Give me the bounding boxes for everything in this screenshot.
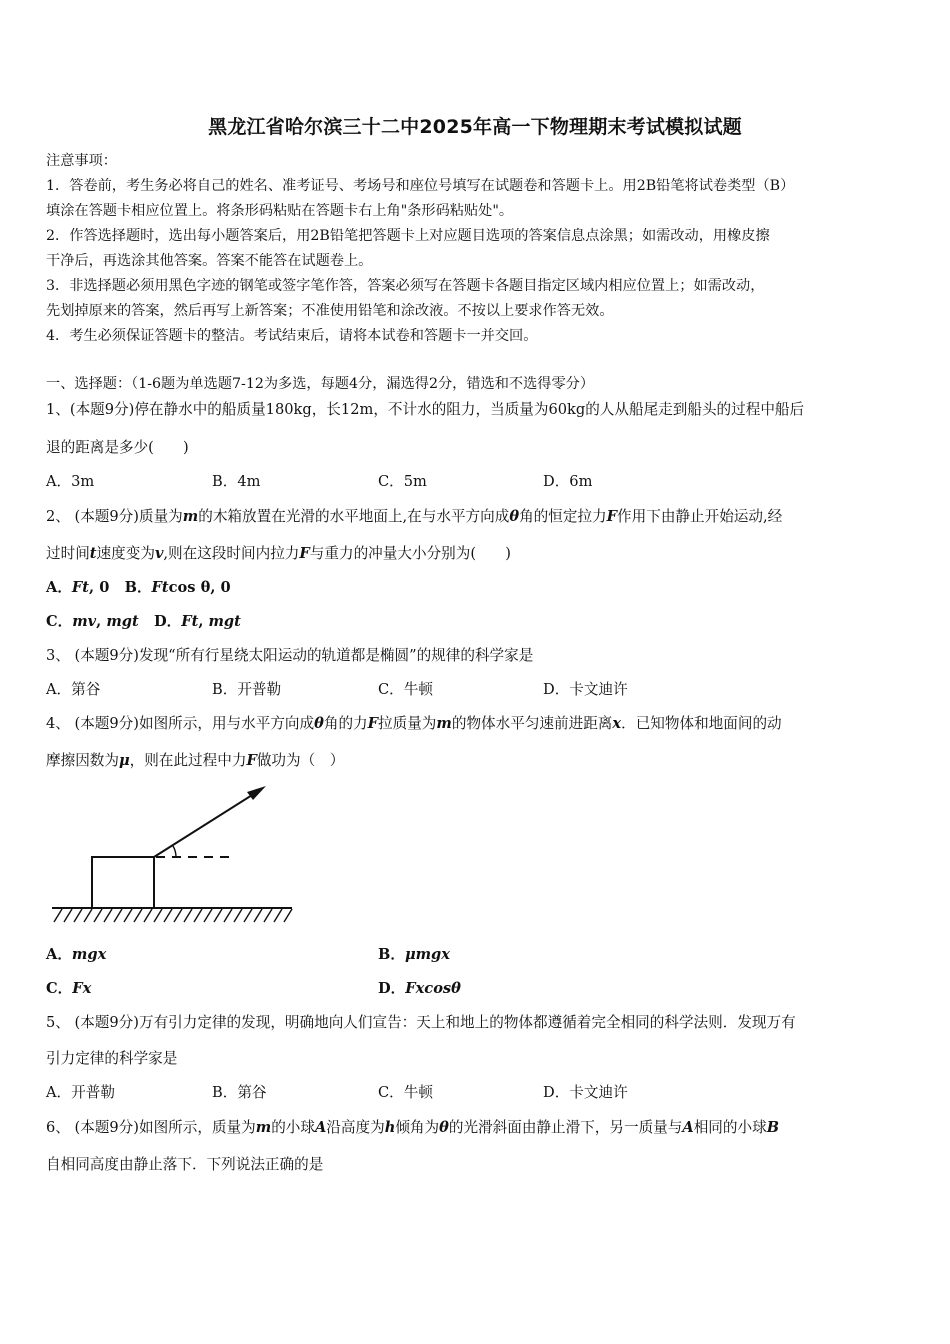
text-run: ．已知物体和地面间的动 <box>621 715 782 732</box>
q3-option-b: B．开普勒 <box>212 681 282 698</box>
q5-option-b: B．第谷 <box>212 1084 267 1101</box>
text-run: 2、 (本题9分)质量为 <box>46 508 183 525</box>
q3-option-a: A．第谷 <box>46 681 101 698</box>
separator: , <box>96 613 107 630</box>
text-run: 沿高度为 <box>326 1119 385 1136</box>
q6-stem-line-1 <box>46 1119 779 1137</box>
var-v: v <box>154 545 164 562</box>
var-A: A <box>682 1119 694 1136</box>
force-arrow-head <box>247 786 266 800</box>
q2-options-cd <box>46 613 241 631</box>
section-heading: 一、选择题：（1-6题为单选题7-12为多选，每题4分，漏选得2分，错选和不选得零分） <box>46 376 595 392</box>
var-theta: θ <box>314 715 324 732</box>
q2-stem-line-1 <box>46 508 782 526</box>
q3-stem-line-1: 3、 (本题9分)发现“所有行星绕太阳运动的轨道都是椭圆”的规律的科学家是 <box>46 647 534 664</box>
option-value: Fx <box>72 980 92 997</box>
notice-line-4: 干净后，再选涂其他答案。答案不能答在试题卷上。 <box>46 253 373 269</box>
var-h: h <box>384 1119 396 1136</box>
option-value: , 0 <box>210 579 231 596</box>
text-run: 与重力的冲量大小分别为( ) <box>309 545 511 562</box>
q5-option-a: A．开普勒 <box>46 1084 115 1101</box>
q4-option-c <box>46 980 91 998</box>
text-run: 4、 (本题9分)如图所示，用与水平方向成 <box>46 715 315 732</box>
q6-stem-line-2: 自相同高度由静止落下．下列说法正确的是 <box>46 1156 324 1173</box>
notice-line-6: 先划掉原来的答案，然后再写上新答案；不准使用铅笔和涂改液。不按以上要求作答无效。 <box>46 303 614 319</box>
option-value: , 0 <box>89 579 110 596</box>
option-label: B． <box>378 946 405 963</box>
text-run: 摩擦因数为 <box>46 752 119 769</box>
q1-option-a: A．3m <box>46 473 95 490</box>
option-label: C． <box>46 613 73 630</box>
var-theta: θ <box>439 1119 449 1136</box>
q1-stem-line-2: 退的距离是多少( ) <box>46 439 189 456</box>
text-run: 拉质量为 <box>378 715 437 732</box>
q4-stem-line-2 <box>46 752 344 770</box>
option-value: Fxcosθ <box>405 980 461 997</box>
var-F: F <box>299 545 310 562</box>
var-t: t <box>89 545 97 562</box>
option-value: cos θ <box>168 579 211 596</box>
angle-arc <box>173 846 176 857</box>
option-label: D． <box>153 613 182 630</box>
q5-stem-line-2: 引力定律的科学家是 <box>46 1050 178 1067</box>
var-m: m <box>182 508 199 525</box>
q4-stem-line-1 <box>46 715 782 733</box>
text-run: 作用下由静止开始运动,经 <box>617 508 783 525</box>
text-run: ，则在此过程中力 <box>129 752 247 769</box>
option-value: Ft <box>151 579 169 596</box>
option-label: B． <box>124 579 152 596</box>
q2-stem-line-2 <box>46 545 511 563</box>
option-value: mgt <box>208 613 241 630</box>
text-run: ,则在这段时间内拉力 <box>163 545 300 562</box>
separator: , <box>198 613 209 630</box>
option-label: D． <box>378 980 406 997</box>
text-run: 过时间 <box>46 545 90 562</box>
q3-option-d: D．卡文迪许 <box>543 681 628 698</box>
q1-option-c: C．5m <box>378 473 427 490</box>
q4-option-a <box>46 946 106 964</box>
option-value: mgx <box>71 946 107 963</box>
text-run: 做功为（ ） <box>256 752 345 769</box>
notice-line-7: 4．考生必须保证答题卡的整洁。考试结束后，请将本试卷和答题卡一并交回。 <box>46 328 538 344</box>
option-value: μmgx <box>404 946 450 963</box>
notice-line-2: 填涂在答题卡相应位置上。将条形码粘贴在答题卡右上角"条形码粘贴处"。 <box>46 203 514 219</box>
q1-stem-line-1: 1、(本题9分)停在静水中的船质量180kg，长12m，不计水的阻力，当质量为60kg的人从船尾走到船头的过程中船后 <box>46 401 805 418</box>
ground-hatching <box>54 909 292 922</box>
var-F: F <box>246 752 257 769</box>
q1-option-d: D．6m <box>543 473 593 490</box>
var-F: F <box>367 715 379 732</box>
text-run: 的物体水平匀速前进距离 <box>451 715 613 732</box>
text-run: 的小球 <box>271 1119 315 1136</box>
q4-option-d <box>378 980 461 998</box>
text-run: 相同的小球 <box>693 1119 767 1136</box>
option-value: Ft <box>71 579 90 596</box>
var-x: x <box>612 715 622 732</box>
page-title: 黑龙江省哈尔滨三十二中2025年高一下物理期末考试模拟试题 <box>208 116 742 138</box>
var-theta: θ <box>509 508 520 525</box>
notice-line-3: 2．作答选择题时，选出每小题答案后，用2B铅笔把答题卡上对应题目选项的答案信息点涂黑；如需改动，用橡皮擦 <box>46 228 770 244</box>
q4-option-b <box>378 946 450 964</box>
var-m: m <box>436 715 452 732</box>
notice-line-1: 1．答卷前，考生务必将自己的姓名、准考证号、考场号和座位号填写在试题卷和答题卡上。用2B铅笔将试卷类型（B） <box>46 178 795 194</box>
q5-stem-line-1: 5、 (本题9分)万有引力定律的发现，明确地向人们宣告：天上和地上的物体都遵循着完全相同的科学法则．发现万有 <box>46 1014 796 1031</box>
option-value: mgt <box>106 613 139 630</box>
q2-options-ab <box>46 579 231 597</box>
block <box>92 857 154 908</box>
option-label: A． <box>46 946 72 963</box>
option-value: mv <box>72 613 97 630</box>
q1-option-b: B．4m <box>212 473 261 490</box>
q3-option-c: C．牛顿 <box>378 681 433 698</box>
ground <box>52 908 292 922</box>
var-A: A <box>314 1119 327 1136</box>
text-run: 倾角为 <box>395 1119 440 1136</box>
text-run: 的木箱放置在光滑的水平地面上,在与水平方向成 <box>198 508 510 525</box>
option-label: C． <box>46 980 73 997</box>
force-diagram <box>50 782 300 927</box>
option-value: Ft <box>181 613 199 630</box>
var-B: B <box>766 1119 780 1136</box>
text-run: 速度变为 <box>96 545 155 562</box>
option-label: A． <box>46 579 72 596</box>
notice-line-5: 3．非选择题必须用黑色字迹的钢笔或签字笔作答，答案必须写在答题卡各题目指定区域内相应位置上；如需改动， <box>46 278 765 294</box>
text-run: 6、 (本题9分)如图所示，质量为 <box>46 1119 256 1136</box>
var-F: F <box>606 508 618 525</box>
var-m: m <box>255 1119 272 1136</box>
notice-heading: 注意事项： <box>46 153 117 169</box>
var-mu: μ <box>118 752 130 769</box>
text-run: 的光滑斜面由静止滑下，另一质量与 <box>448 1119 683 1136</box>
q5-option-c: C．牛顿 <box>378 1084 433 1101</box>
text-run: 角的恒定拉力 <box>519 508 607 525</box>
text-run: 角的力 <box>323 715 368 732</box>
force-arrow-shaft <box>154 790 260 857</box>
q5-option-d: D．卡文迪许 <box>543 1084 628 1101</box>
